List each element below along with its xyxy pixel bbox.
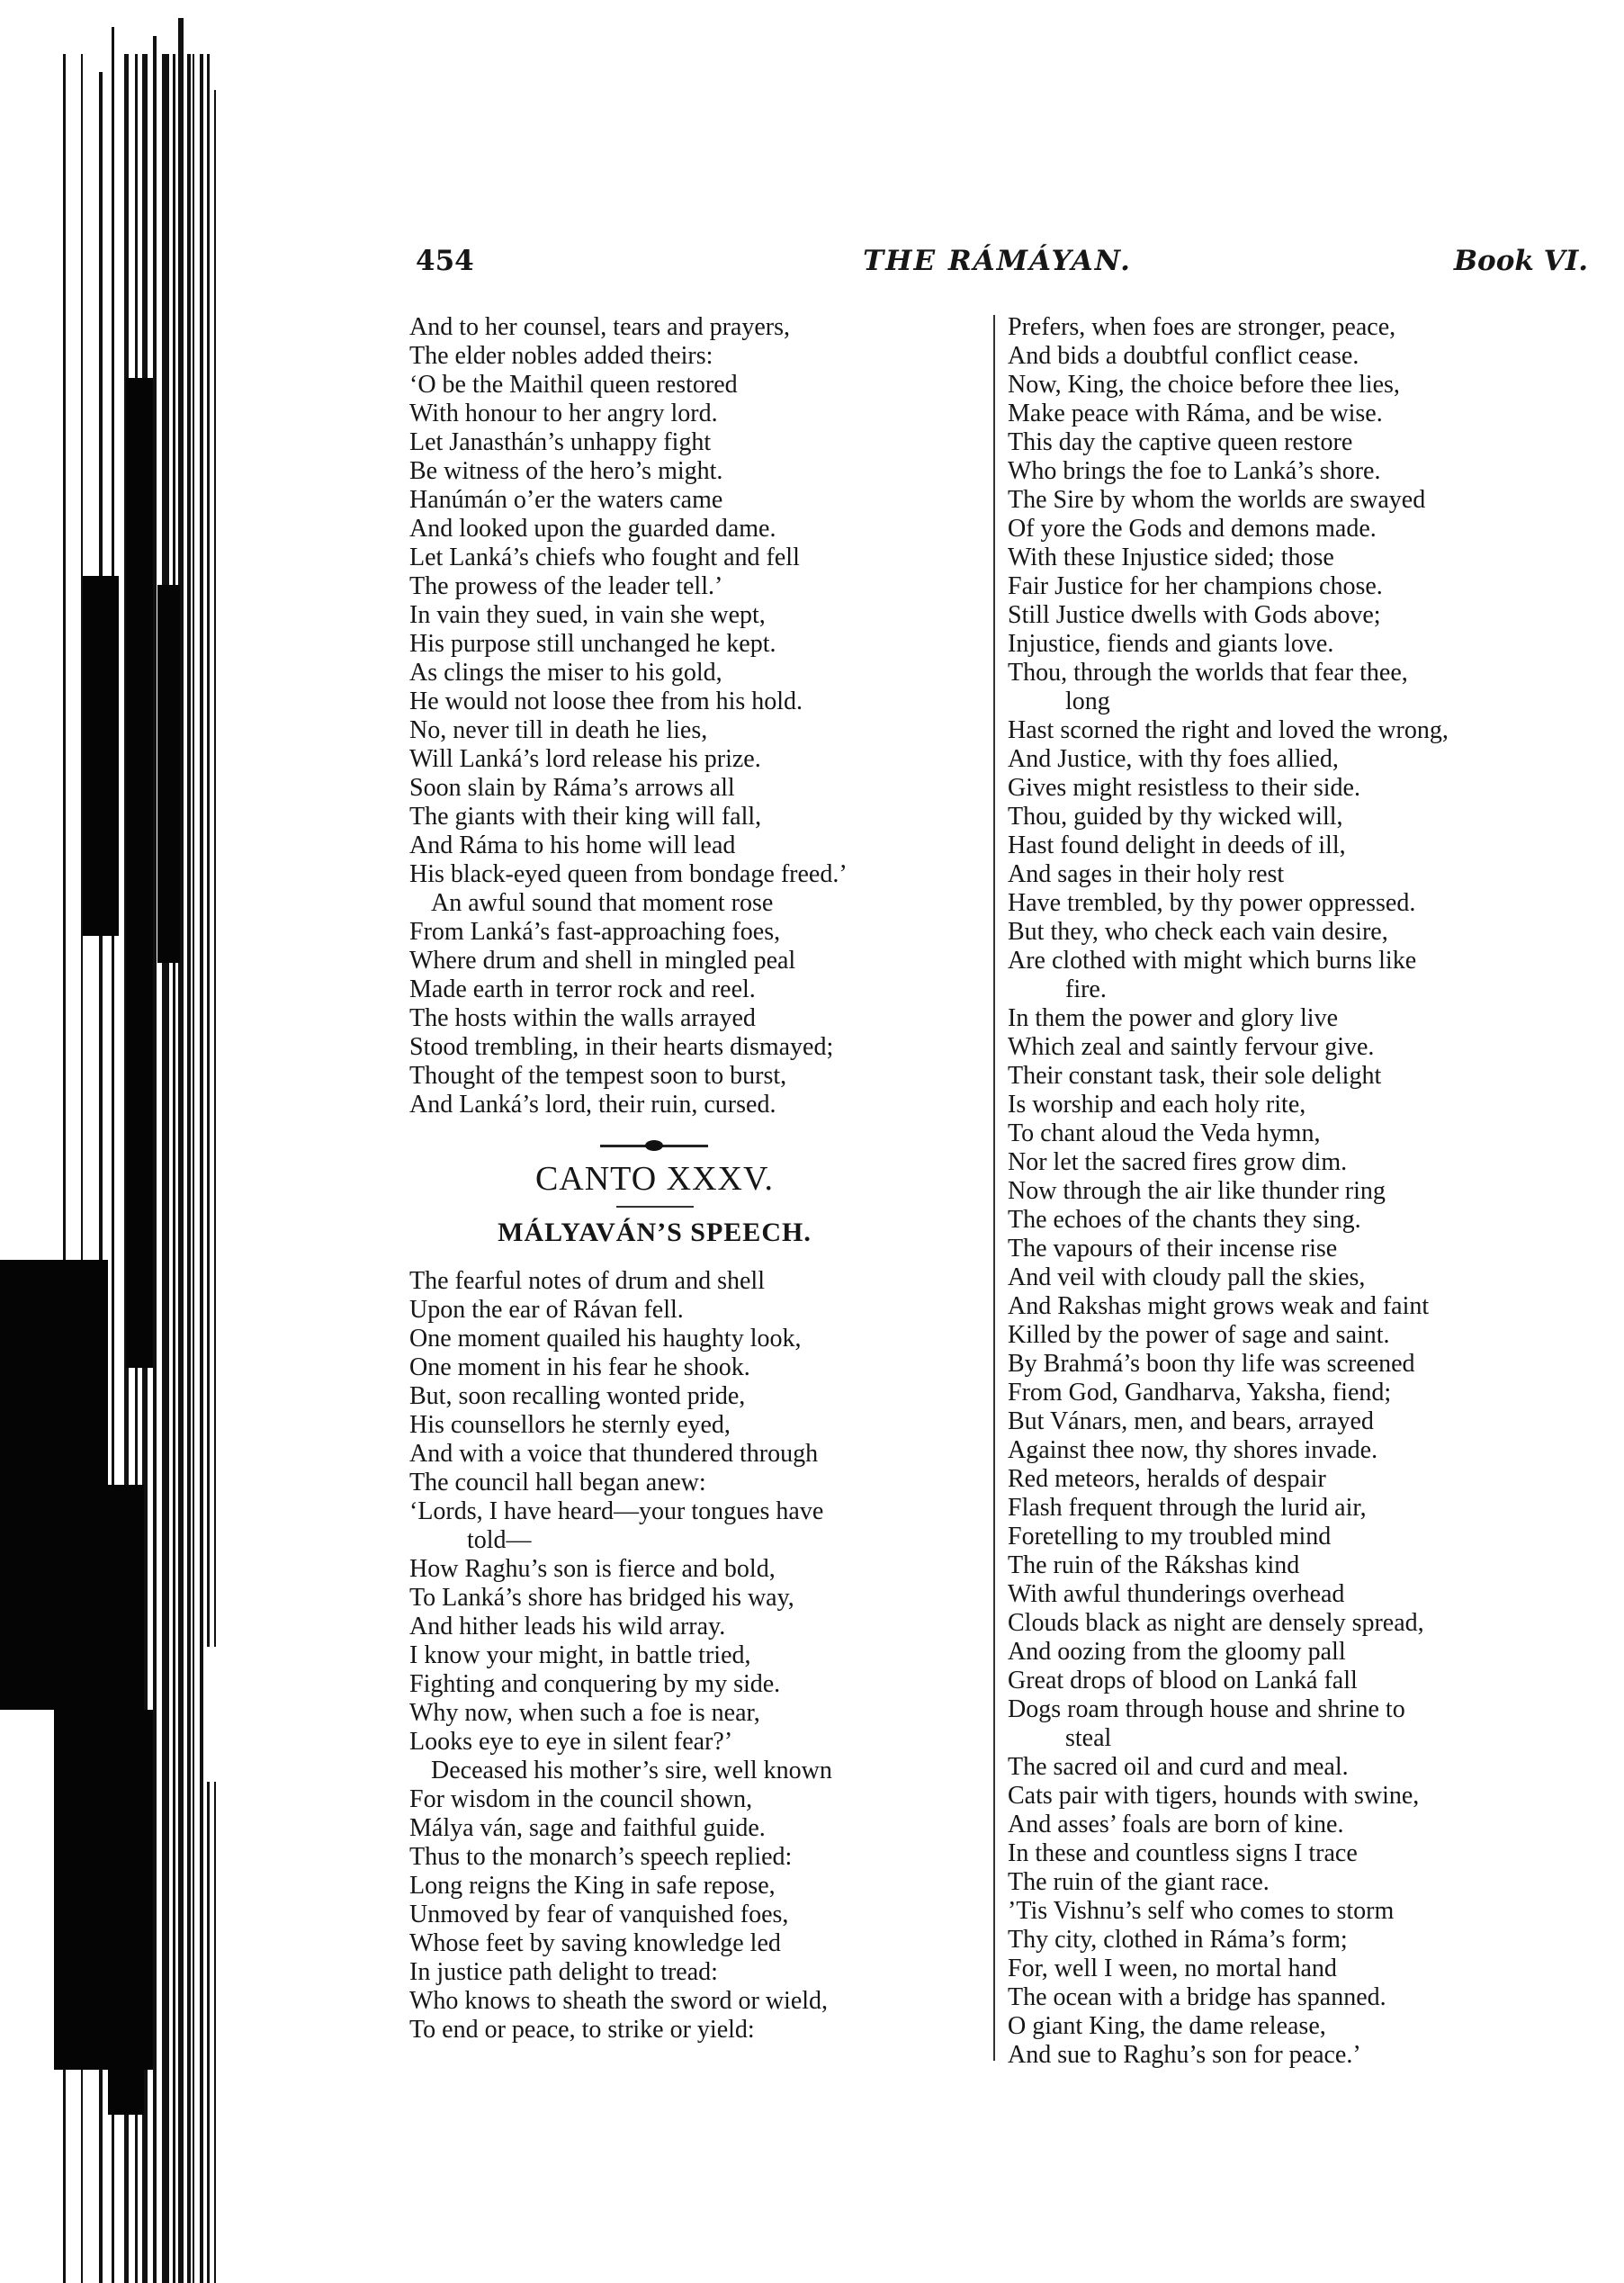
verse-line: Looks eye to eye in silent fear?’ (409, 1728, 733, 1756)
verse-line: Are clothed with might which burns like (1008, 947, 1417, 975)
verse-line: Let Janasthán’s unhappy fight (409, 428, 712, 456)
verse-line: With honour to her angry lord. (409, 400, 718, 427)
verse-line: Thought of the tempest soon to burst, (409, 1062, 787, 1090)
verse-line: With awful thunderings overhead (1008, 1580, 1345, 1608)
verse-line: The elder nobles added theirs: (409, 342, 713, 370)
verse-line: But, soon recalling wonted pride, (409, 1382, 746, 1410)
scan-page-edge (0, 0, 270, 2283)
verse-line: The giants with their king will fall, (409, 803, 762, 831)
verse-line: And sue to Raghu’s son for peace.’ (1008, 2041, 1361, 2069)
verse-line: Clouds black as night are densely spread, (1008, 1609, 1424, 1637)
verse-line: The vapours of their incense rise (1008, 1235, 1338, 1263)
verse-block-right (1008, 313, 1593, 2070)
canto-heading (409, 1137, 900, 1251)
verse-line: told— (467, 1526, 532, 1554)
verse-line: steal (1065, 1724, 1112, 1752)
verse-line: Have trembled, by thy power oppressed. (1008, 889, 1416, 917)
verse-line: This day the captive queen restore (1008, 428, 1353, 456)
canto-rule (616, 1206, 694, 1208)
right-column (1008, 313, 1593, 2070)
verse-line: Great drops of blood on Lanká fall (1008, 1667, 1358, 1694)
verse-line: As clings the miser to his gold, (409, 659, 722, 687)
verse-line: An awful sound that moment rose (431, 889, 774, 917)
verse-line: Killed by the power of sage and saint. (1008, 1321, 1390, 1349)
verse-line: Hast found delight in deeds of ill, (1008, 831, 1346, 859)
verse-line: For, well I ween, no mortal hand (1008, 1955, 1337, 1982)
verse-line: long (1065, 688, 1110, 715)
verse-line: Stood trembling, in their hearts dismayed; (409, 1033, 834, 1061)
verse-line: How Raghu’s son is fierce and bold, (409, 1555, 776, 1583)
verse-line: His black-eyed queen from bondage freed.’ (409, 860, 848, 888)
verse-line: With these Injustice sided; those (1008, 544, 1334, 571)
verse-line: Against thee now, thy shores invade. (1008, 1436, 1378, 1464)
verse-line: Be witness of the hero’s might. (409, 457, 723, 485)
verse-line: And asses’ foals are born of kine. (1008, 1811, 1344, 1838)
verse-line: His counsellors he sternly eyed, (409, 1411, 731, 1439)
verse-line: The hosts within the walls arrayed (409, 1004, 756, 1032)
verse-line: Which zeal and saintly fervour give. (1008, 1033, 1375, 1061)
verse-line: The council hall began anew: (409, 1469, 706, 1497)
verse-line: Prefers, when foes are stronger, peace, (1008, 313, 1396, 341)
verse-line: And Justice, with thy foes allied, (1008, 745, 1339, 773)
verse-line: Málya ván, sage and faithful guide. (409, 1814, 766, 1842)
verse-line: I know your might, in battle tried, (409, 1641, 751, 1669)
verse-line: In these and countless signs I trace (1008, 1839, 1358, 1867)
verse-line: Made earth in terror rock and reel. (409, 975, 756, 1003)
verse-line: In vain they sued, in vain she wept, (409, 601, 766, 629)
verse-line: Thou, through the worlds that fear thee, (1008, 659, 1408, 687)
verse-line: The echoes of the chants they sing. (1008, 1206, 1361, 1234)
verse-line: Why now, when such a foe is near, (409, 1699, 760, 1727)
verse-line: Foretelling to my troubled mind (1008, 1523, 1332, 1550)
verse-line: The ruin of the Rákshas kind (1008, 1551, 1300, 1579)
ornament-rule (409, 1137, 900, 1154)
verse-line: But Vánars, men, and bears, arrayed (1008, 1407, 1374, 1435)
verse-line: Who brings the foe to Lanká’s shore. (1008, 457, 1381, 485)
page-number: 454 (416, 245, 474, 277)
verse-line: Now through the air like thunder ring (1008, 1177, 1386, 1205)
verse-line: From God, Gandharva, Yaksha, fiend; (1008, 1379, 1392, 1407)
verse-line: Red meteors, heralds of despair (1008, 1465, 1326, 1493)
verse-line: Hast scorned the right and loved the wrong, (1008, 716, 1449, 744)
verse-line: Gives might resistless to their side. (1008, 774, 1360, 802)
verse-line: Of yore the Gods and demons made. (1008, 515, 1377, 543)
verse-line: By Brahmá’s boon thy life was screened (1008, 1350, 1415, 1378)
page-header (407, 245, 1588, 299)
verse-line: Fair Justice for her champions chose. (1008, 572, 1383, 600)
verse-line: Long reigns the King in safe repose, (409, 1872, 776, 1900)
verse-line: Is worship and each holy rite, (1008, 1091, 1306, 1119)
verse-line: And to her counsel, tears and prayers, (409, 313, 790, 341)
verse-line: But they, who check each vain desire, (1008, 918, 1388, 946)
verse-line: Whose feet by saving knowledge led (409, 1929, 781, 1957)
verse-line: Thou, guided by thy wicked will, (1008, 803, 1343, 831)
verse-line: Will Lanká’s lord release his prize. (409, 745, 761, 773)
verse-line: Make peace with Ráma, and be wise. (1008, 400, 1383, 427)
verse-line: Injustice, fiends and giants love. (1008, 630, 1334, 658)
verse-line: And sages in their holy rest (1008, 860, 1285, 888)
left-column (409, 313, 985, 2045)
verse-line: Deceased his mother’s sire, well known (431, 1757, 832, 1784)
verse-line: Unmoved by fear of vanquished foes, (409, 1901, 789, 1928)
verse-line: The sacred oil and curd and meal. (1008, 1753, 1349, 1781)
verse-line: Nor let the sacred fires grow dim. (1008, 1148, 1348, 1176)
verse-line: In them the power and glory live (1008, 1004, 1339, 1032)
verse-line: ‘Lords, I have heard—your tongues have (409, 1497, 824, 1525)
verse-line: To end or peace, to strike or yield: (409, 2016, 755, 2044)
book-label: Book VI. (1453, 245, 1588, 277)
verse-block-after (409, 1267, 985, 2045)
verse-line: In justice path delight to tread: (409, 1958, 718, 1986)
verse-line: Thus to the monarch’s speech replied: (409, 1843, 793, 1871)
verse-line: And oozing from the gloomy pall (1008, 1638, 1346, 1666)
verse-line: O giant King, the dame release, (1008, 2012, 1326, 2040)
verse-line: The ocean with a bridge has spanned. (1008, 1983, 1386, 2011)
verse-line: And veil with cloudy pall the skies, (1008, 1263, 1366, 1291)
canto-subtitle: MÁLYAVÁN’S SPEECH. (498, 1218, 812, 1247)
verse-line: Thy city, clothed in Ráma’s form; (1008, 1926, 1348, 1954)
verse-line: And bids a doubtful conflict cease. (1008, 342, 1359, 370)
verse-block-before (409, 313, 985, 1119)
verse-line: His purpose still unchanged he kept. (409, 630, 776, 658)
verse-line: Dogs roam through house and shrine to (1008, 1695, 1405, 1723)
verse-line: And with a voice that thundered through (409, 1440, 819, 1468)
verse-line: And Lanká’s lord, their ruin, cursed. (409, 1091, 776, 1119)
verse-line: No, never till in death he lies, (409, 716, 708, 744)
verse-line: To chant aloud the Veda hymn, (1008, 1119, 1321, 1147)
verse-line: For wisdom in the council shown, (409, 1785, 753, 1813)
verse-line: Where drum and shell in mingled peal (409, 947, 796, 975)
verse-line: Fighting and conquering by my side. (409, 1670, 781, 1698)
verse-line: From Lanká’s fast-approaching foes, (409, 918, 781, 946)
verse-line: One moment quailed his haughty look, (409, 1325, 802, 1353)
verse-line: And looked upon the guarded dame. (409, 515, 776, 543)
canto-title: CANTO XXXV. (534, 1160, 775, 1198)
verse-line: To Lanká’s shore has bridged his way, (409, 1584, 794, 1612)
verse-line: And Ráma to his home will lead (409, 831, 736, 859)
verse-line: Their constant task, their sole delight (1008, 1062, 1382, 1090)
column-divider (993, 315, 995, 2061)
verse-line: One moment in his fear he shook. (409, 1353, 750, 1381)
verse-line: Let Lanká’s chiefs who fought and fell (409, 544, 800, 571)
verse-line: The Sire by whom the worlds are swayed (1008, 486, 1426, 514)
verse-line: And Rakshas might grows weak and faint (1008, 1292, 1430, 1320)
verse-line: fire. (1065, 975, 1107, 1003)
verse-line: Flash frequent through the lurid air, (1008, 1494, 1367, 1522)
verse-line: The fearful notes of drum and shell (409, 1267, 765, 1295)
verse-line: Hanúmán o’er the waters came (409, 486, 723, 514)
verse-line: And hither leads his wild array. (409, 1613, 726, 1640)
verse-line: Still Justice dwells with Gods above; (1008, 601, 1381, 629)
verse-line: Upon the ear of Rávan fell. (409, 1296, 684, 1324)
verse-line: Cats pair with tigers, hounds with swine, (1008, 1782, 1420, 1810)
running-title: THE RÁMÁYAN. (863, 245, 1132, 277)
verse-line: ‘O be the Maithil queen restored (409, 371, 738, 399)
verse-line: Who knows to sheath the sword or wield, (409, 1987, 829, 2015)
verse-line: The ruin of the giant race. (1008, 1868, 1270, 1896)
verse-line: The prowess of the leader tell.’ (409, 572, 723, 600)
verse-line: Soon slain by Ráma’s arrows all (409, 774, 735, 802)
verse-line: ’Tis Vishnu’s self who comes to storm (1008, 1897, 1395, 1925)
verse-line: He would not loose thee from his hold. (409, 688, 803, 715)
verse-line: Now, King, the choice before thee lies, (1008, 371, 1400, 399)
